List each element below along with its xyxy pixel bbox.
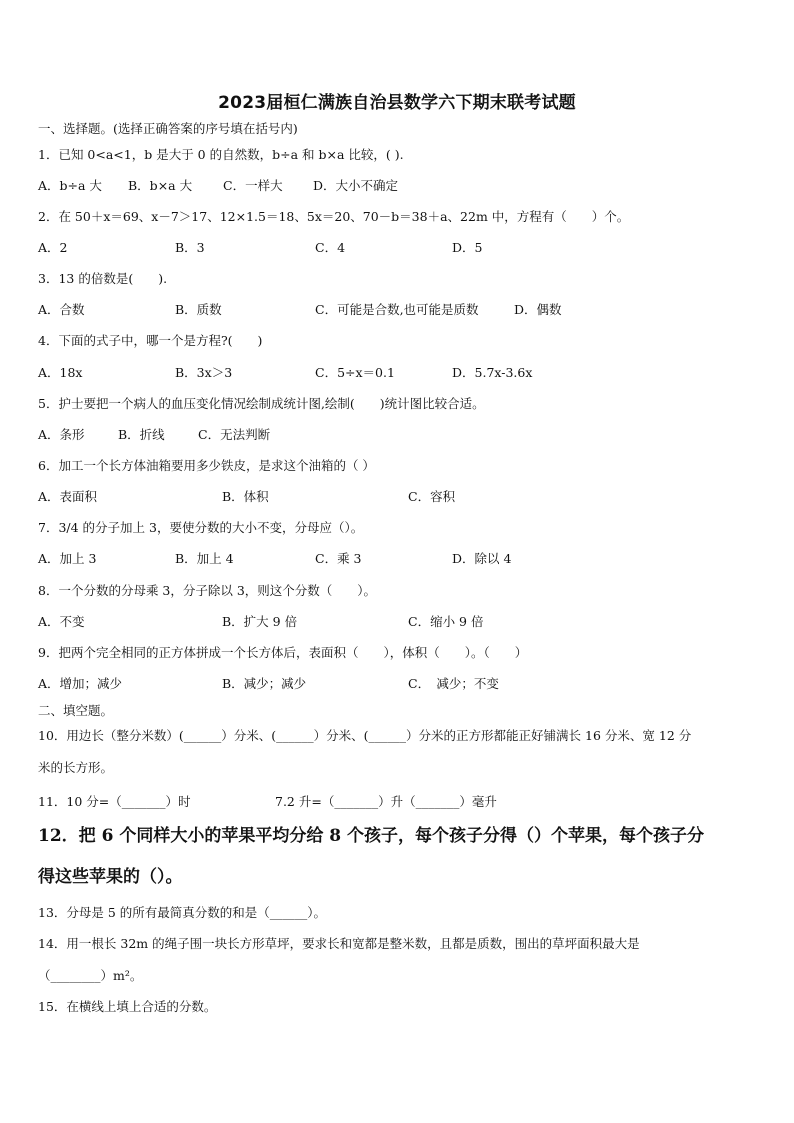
question-4-options <box>38 365 756 381</box>
question-4-stem: 4．下面的式子中，哪一个是方程?( ) <box>38 333 263 348</box>
question-6-options <box>38 489 756 505</box>
question-10-line-2: 米的长方形。 <box>38 760 114 775</box>
question-7-options <box>38 551 756 567</box>
question-3-stem: 3．13 的倍数是( ). <box>38 271 168 286</box>
option-c: C．可能是合数,也可能是质数 <box>315 302 479 317</box>
question-7-stem: 7．3/4 的分子加上 3，要使分数的大小不变，分母应（）。 <box>38 520 364 535</box>
question-9-stem: 9．把两个完全相同的正方体拼成一个长方体后，表面积（ ），体积（ ）。（ ） <box>38 645 528 660</box>
option-a: A．不变 <box>38 614 85 629</box>
option-d: D．大小不确定 <box>313 178 399 193</box>
question-9-options <box>38 676 756 692</box>
option-b: B．3x＞3 <box>175 365 233 380</box>
option-a: A．18x <box>38 365 83 380</box>
option-b: B．3 <box>175 240 205 255</box>
question-15: 15．在横线上填上合适的分数。 <box>38 999 217 1014</box>
option-b: B．质数 <box>175 302 222 317</box>
option-d: D．5.7x-3.6x <box>452 365 533 380</box>
option-c: C．一样大 <box>223 178 283 193</box>
question-11-part-2: 7.2 升=（_______）升（_______）毫升 <box>275 794 497 809</box>
question-11-part-1: 11．10 分=（_______）时 <box>38 794 191 809</box>
question-8-stem: 8．一个分数的分母乘 3，分子除以 3，则这个分数（ ）。 <box>38 583 377 598</box>
option-c: C．缩小 9 倍 <box>408 614 484 629</box>
option-d: D．5 <box>452 240 483 255</box>
option-b: B．体积 <box>222 489 269 504</box>
option-c: C．乘 3 <box>315 551 362 566</box>
question-6-stem: 6．加工一个长方体油箱要用多少铁皮，是求这个油箱的（ ） <box>38 458 375 473</box>
question-12-line-2: 得这些苹果的（）。 <box>38 867 183 887</box>
question-14-line-1: 14．用一根长 32m 的绳子围一块长方形草坪，要求长和宽都是整米数，且都是质数，围出的草坪面积最大是 <box>38 936 640 951</box>
question-1-options <box>38 178 756 194</box>
question-14-line-2: （________）m²。 <box>38 968 143 983</box>
option-b: B．加上 4 <box>175 551 234 566</box>
option-c: C．5÷x＝0.1 <box>315 365 395 380</box>
option-d: D．除以 4 <box>452 551 512 566</box>
option-a: A．合数 <box>38 302 85 317</box>
option-a: A．加上 3 <box>38 551 97 566</box>
question-3-options <box>38 302 756 318</box>
option-b: B．扩大 9 倍 <box>222 614 298 629</box>
question-8-options <box>38 614 756 630</box>
option-b: B．b×a 大 <box>128 178 193 193</box>
option-a: A．b÷a 大 <box>38 178 102 193</box>
question-10-line-1: 10．用边长（整分米数）(______）分米、(______）分米、(______）分米的正方形都能正好铺满长 16 分米、宽 12 分 <box>38 728 692 743</box>
option-a: A．表面积 <box>38 489 98 504</box>
question-2-stem: 2．在 50＋x＝69、x－7＞17、12×1.5＝18、5x＝20、70－b＝38＋a、22m 中，方程有（ ）个。 <box>38 209 630 224</box>
option-a: A．条形 <box>38 427 85 442</box>
question-1-stem: 1．已知 0<a<1，b 是大于 0 的自然数，b÷a 和 b×a 比较，( ). <box>38 147 404 162</box>
question-12-line-1: 12．把 6 个同样大小的苹果平均分给 8 个孩子，每个孩子分得（）个苹果，每个孩子分 <box>38 826 704 846</box>
section-heading-choice: 一、选择题。(选择正确答案的序号填在括号内) <box>38 121 298 136</box>
option-d: D．偶数 <box>514 302 562 317</box>
option-c: C．容积 <box>408 489 456 504</box>
option-c: C．4 <box>315 240 346 255</box>
option-b: B．折线 <box>118 427 165 442</box>
section-heading-fill: 二、填空题。 <box>38 703 114 718</box>
question-2-options <box>38 240 756 256</box>
question-13: 13．分母是 5 的所有最简真分数的和是（______）。 <box>38 905 327 920</box>
option-c: C． 减少；不变 <box>408 676 499 691</box>
question-5-stem: 5．护士要把一个病人的血压变化情况绘制成统计图,绘制( )统计图比较合适。 <box>38 396 485 411</box>
option-c: C．无法判断 <box>198 427 271 442</box>
option-a: A．增加；减少 <box>38 676 123 691</box>
option-b: B．减少；减少 <box>222 676 307 691</box>
page-title: 2023届桓仁满族自治县数学六下期末联考试题 <box>218 93 576 113</box>
option-a: A．2 <box>38 240 68 255</box>
question-5-options <box>38 427 756 443</box>
